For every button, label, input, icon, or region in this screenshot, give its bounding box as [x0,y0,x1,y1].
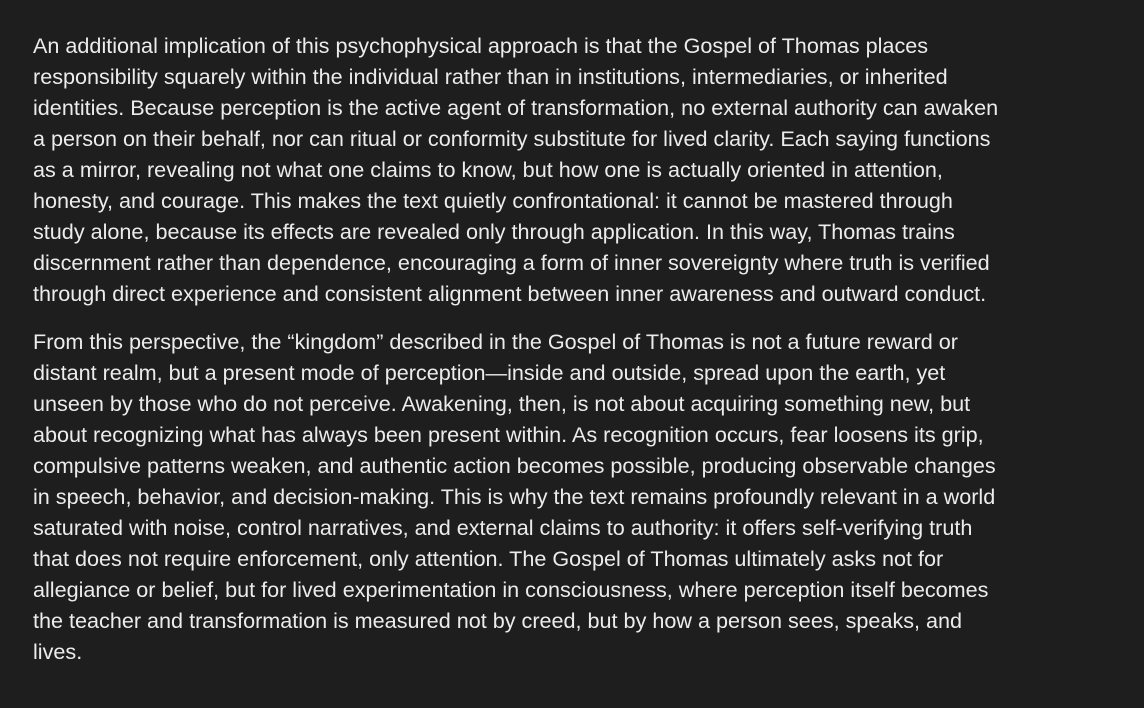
text-line: unseen by those who do not perceive. Awakening, then, is not about acquiring something new, but [33,391,971,416]
text-line: through direct experience and consistent alignment between inner awareness and outward conduct. [33,281,987,306]
text-line: An additional implication of this psychophysical approach is that the Gospel of Thomas places [33,33,929,58]
text-line: allegiance or belief, but for lived experimentation in consciousness, where perception itself becomes [33,577,989,602]
text-line: in speech, behavior, and decision-making. This is why the text remains profoundly relevant in a world [33,484,996,509]
text-line: discernment rather than dependence, encouraging a form of inner sovereignty where truth is verified [33,250,990,275]
text-line: the teacher and transformation is measured not by creed, but by how a person sees, speaks, and [33,608,963,633]
text-line: identities. Because perception is the active agent of transformation, no external authority can awaken [33,95,999,120]
text-line: a person on their behalf, nor can ritual or conformity substitute for lived clarity. Each saying functions [33,126,991,151]
text-line: distant realm, but a present mode of perception—inside and outside, spread upon the earth, yet [33,360,946,385]
text-line: about recognizing what has always been present within. As recognition occurs, fear loosens its grip, [33,422,984,447]
paragraph-1 [33,30,1110,309]
text-line: honesty, and courage. This makes the text quietly confrontational: it cannot be mastered through [33,188,953,213]
text-line: compulsive patterns weaken, and authentic action becomes possible, producing observable changes [33,453,996,478]
text-line: that does not require enforcement, only attention. The Gospel of Thomas ultimately asks not for [33,546,944,571]
paragraph-2 [33,326,1110,667]
text-line: as a mirror, revealing not what one claims to know, but how one is actually oriented in attention, [33,157,943,182]
text-line: lives. [33,639,83,664]
text-line: From this perspective, the “kingdom” described in the Gospel of Thomas is not a future reward or [33,329,958,354]
text-line: responsibility squarely within the individual rather than in institutions, intermediaries, or inherited [33,64,948,89]
text-line: saturated with noise, control narratives, and external claims to authority: it offers self-verifying truth [33,515,973,540]
text-line: study alone, because its effects are revealed only through application. In this way, Thomas trains [33,219,955,244]
